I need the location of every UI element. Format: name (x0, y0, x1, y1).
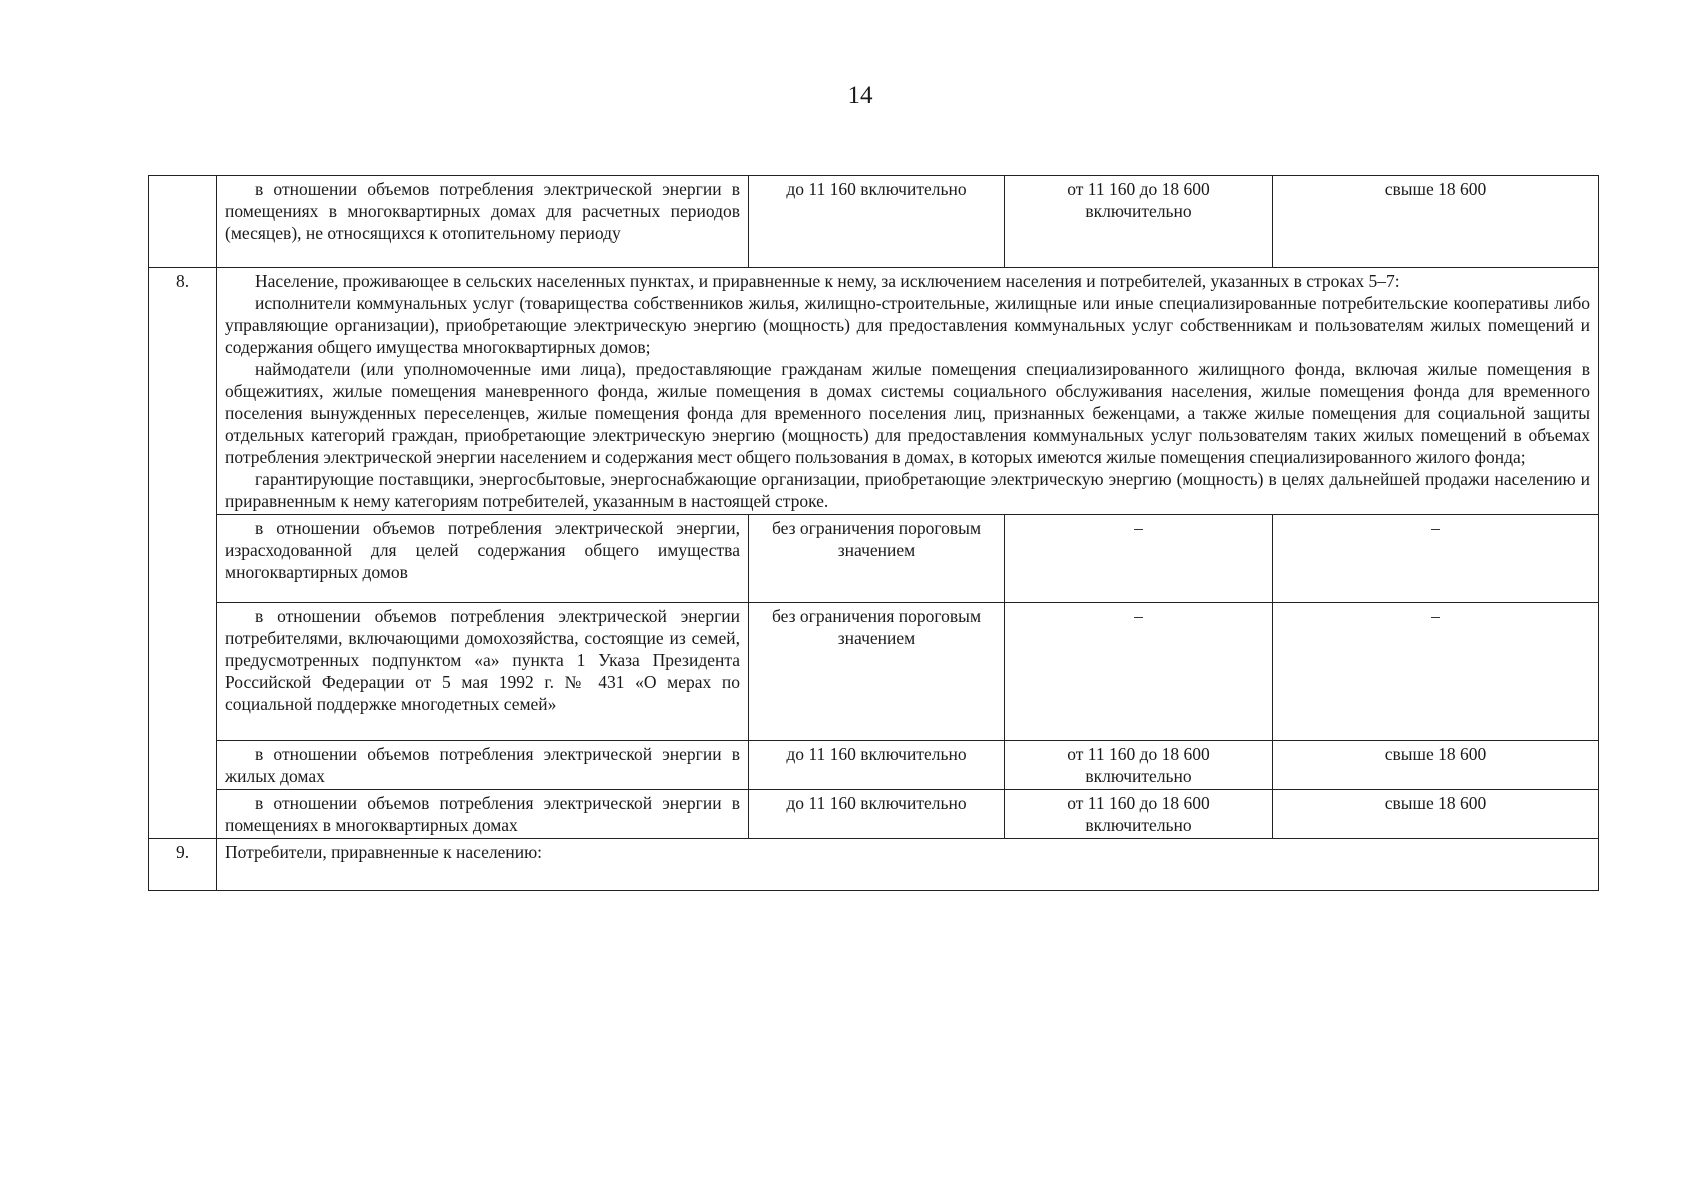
row-number: 9. (149, 839, 217, 891)
category-description: Потребители, приравненные к населению: (217, 839, 1599, 891)
row-description: в отношении объемов потребления электрической энергии в помещениях в многоквартирных домах для расчетных периодов (месяцев), не относящихся к отопительному периоду (217, 176, 749, 268)
category-paragraph: наймодатели (или уполномоченные ими лица), предоставляющие гражданам жилые помещения специализированного жилищного фонда, включая жилые помещения в общежитиях, жилые помещения маневренного фонда, жилые помещения в домах системы социального обслуживания населения, жилые помещения фонда для временного поселения вынужденных переселенцев, жилые помещения фонда для временного поселения лиц, признанных беженцами, а также жилые помещения для социальной защиты отдельных категорий граждан, приобретающие электрическую энергию (мощность) для предоставления коммунальных услуг пользователям таких жилых помещений в объемах потребления электрической энергии населением и содержания мест общего пользования в домах, в которых имеются жилые помещения специализированного жилого фонда; (225, 359, 1590, 467)
threshold-third-range: свыше 18 600 (1273, 176, 1599, 268)
threshold-third-range: свыше 18 600 (1273, 741, 1599, 790)
row-description: в отношении объемов потребления электрической энергии потребителями, включающими домохозяйства, состоящие из семей, предусмотренных подпунктом «а» пункта 1 Указа Президента Российской Федерации от 5 мая 1992 г. № 431 «О мерах по социальной поддержке многодетных семей» (217, 603, 749, 741)
threshold-first-range: до 11 160 включительно (749, 741, 1005, 790)
table-row (149, 603, 1599, 741)
threshold-second-range: – (1005, 603, 1273, 741)
page-number: 14 (847, 82, 873, 109)
table-row (149, 741, 1599, 790)
table-row-9 (149, 839, 1599, 891)
category-paragraph: исполнители коммунальных услуг (товарищества собственников жилья, жилищно-строительные, жилищные или иные специализированные потребительские кооперативы либо управляющие организации), приобретающие электрическую энергию (мощность) для предоставления коммунальных услуг собственникам и пользователям жилых помещений и содержания общего имущества многоквартирных домов; (225, 293, 1590, 357)
row-description: в отношении объемов потребления электрической энергии, израсходованной для целей содержания общего имущества многоквартирных домов (217, 515, 749, 603)
row-description: в отношении объемов потребления электрической энергии в помещениях в многоквартирных домах (217, 790, 749, 839)
table-row (149, 515, 1599, 603)
threshold-first-range: без ограничения пороговым значением (749, 515, 1005, 603)
threshold-third-range: – (1273, 515, 1599, 603)
category-paragraph: гарантирующие поставщики, энергосбытовые, энергоснабжающие организации, приобретающие электрическую энергию (мощность) в целях дальнейшей продажи населению и приравненным к нему категориям потребителей, указанным в настоящей строке. (225, 469, 1590, 511)
threshold-first-range: без ограничения пороговым значением (749, 603, 1005, 741)
threshold-second-range: – (1005, 515, 1273, 603)
row-number: 8. (149, 268, 217, 839)
threshold-first-range: до 11 160 включительно (749, 790, 1005, 839)
threshold-third-range: свыше 18 600 (1273, 790, 1599, 839)
table-row (149, 790, 1599, 839)
threshold-first-range: до 11 160 включительно (749, 176, 1005, 268)
row-description: в отношении объемов потребления электрической энергии в жилых домах (217, 741, 749, 790)
row-number-empty (149, 176, 217, 268)
table-row-8-header (149, 268, 1599, 515)
threshold-second-range: от 11 160 до 18 600 включительно (1005, 176, 1273, 268)
threshold-second-range: от 11 160 до 18 600 включительно (1005, 790, 1273, 839)
table-row-continued (149, 176, 1599, 268)
category-description (217, 268, 1599, 515)
threshold-second-range: от 11 160 до 18 600 включительно (1005, 741, 1273, 790)
threshold-third-range: – (1273, 603, 1599, 741)
tariff-table (148, 175, 1599, 891)
category-paragraph: Население, проживающее в сельских населенных пунктах, и приравненные к нему, за исключением населения и потребителей, указанных в строках 5–7: (255, 271, 1400, 291)
